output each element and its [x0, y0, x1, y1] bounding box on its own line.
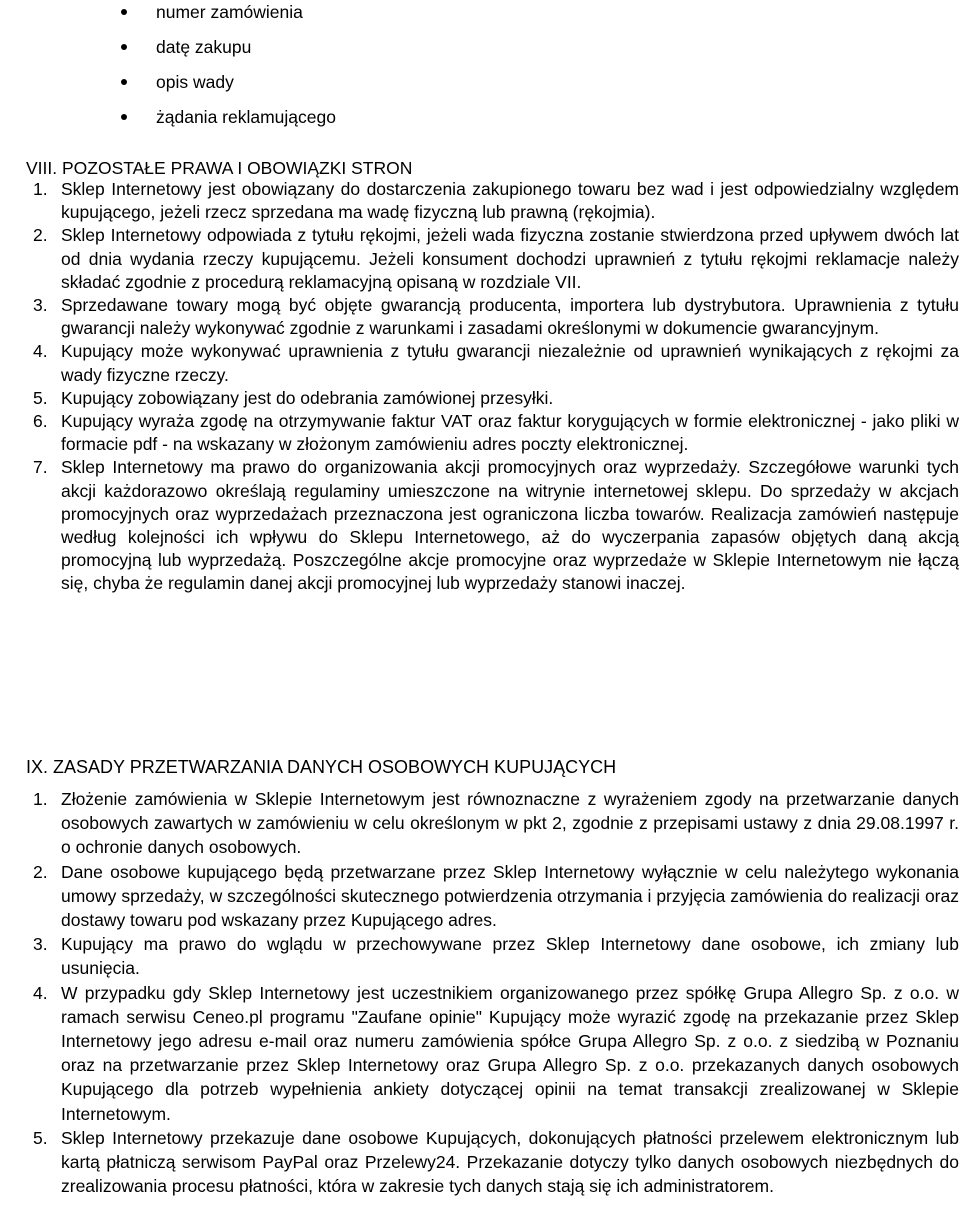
bullet-dot-icon — [121, 114, 127, 120]
item-number: 7. — [33, 457, 48, 478]
section-9-item — [24, 787, 959, 860]
item-number: 3. — [33, 934, 48, 955]
item-text: Kupujący może wykonywać uprawnienia z tytułu gwarancji niezależnie od uprawnień wynikających z rękojmi za wady fizyczne rzeczy. — [61, 341, 959, 385]
item-number: 6. — [33, 411, 48, 432]
item-text: Kupujący ma prawo do wglądu w przechowywane przez Sklep Internetowy dane osobowe, ich zmiany lub usunięcia. — [61, 934, 959, 979]
section-9-item — [24, 860, 959, 933]
bullet-item — [118, 70, 336, 105]
item-text: Sklep Internetowy ma prawo do organizowania akcji promocyjnych oraz wyprzedaży. Szczegółowe warunki tych akcji każdorazowo określają regulaminy umieszczone na witrynie internetowej sklepu. Do sprzedaży w akcjach promocyjnych oraz wyprzedażach przeznaczona jest ograniczona liczba towarów. Realizacja zamówień następuje według kolejności ich wpływu do Sklepu Internetowego, aż do wyczerpania zapasów objętych daną akcją promocyjną lub wyprzedażą. Poszczególne akcje promocyjne oraz wyprzedaże w Sklepie Internetowym nie łączą się, chyba że regulamin danej akcji promocyjnej lub wyprzedaży stanowi inaczej. — [61, 457, 959, 594]
bullet-item — [118, 0, 336, 35]
section-8-item — [24, 294, 959, 340]
item-text: Złożenie zamówienia w Sklepie Internetowym jest równoznaczne z wyrażeniem zgody na przetwarzanie danych osobowych zawartych w zamówieniu w celu określonym w pkt 2, zgodnie z przepisami ustawy z dnia 29.08.1997 r. o ochronie danych osobowych. — [61, 789, 959, 858]
section-8-item — [24, 178, 959, 224]
bullet-dot-icon — [121, 9, 127, 15]
item-text: Sprzedawane towary mogą być objęte gwarancją producenta, importera lub dystrybutora. Uprawnienia z tytułu gwarancji należy wykonywać zgodnie z warunkami i zasadami określonymi w dokumencie gwarancyjnym. — [61, 295, 959, 339]
item-text: Kupujący wyraża zgodę na otrzymywanie faktur VAT oraz faktur korygujących w formie elektronicznej - jako pliki w formacie pdf - na wskazany w złożonym zamówieniu adres poczty elektronicznej. — [61, 411, 959, 455]
bullet-text: żądania reklamującego — [156, 107, 336, 127]
item-number: 1. — [33, 789, 48, 809]
section-8-item — [24, 410, 959, 456]
section-8-heading: VIII. POZOSTAŁE PRAWA I OBOWIĄZKI STRON — [26, 158, 413, 178]
bullet-dot-icon — [121, 44, 127, 50]
item-number: 1. — [33, 179, 48, 199]
bullet-text: datę zakupu — [156, 37, 252, 57]
item-number: 2. — [33, 225, 48, 246]
item-text: Sklep Internetowy odpowiada z tytułu rękojmi, jeżeli wada fizyczna zostanie stwierdzona przed upływem dwóch lat od dnia wydania rzeczy kupującemu. Jeżeli konsument dochodzi uprawnień z tytułu rękojmi reklamacje należy składać zgodnie z procedurą reklamacyjną opisaną w rozdziale VII. — [61, 225, 959, 292]
section-8-item — [24, 224, 959, 294]
item-number: 4. — [33, 341, 48, 362]
bullet-item — [118, 35, 336, 70]
section-9-heading: IX. ZASADY PRZETWARZANIA DANYCH OSOBOWYCH KUPUJĄCYCH — [26, 757, 617, 777]
section-8-item — [24, 340, 959, 386]
bullet-dot-icon — [121, 79, 127, 85]
item-text: Sklep Internetowy jest obowiązany do dostarczenia zakupionego towaru bez wad i jest odpowiedzialny względem kupującego, jeżeli rzecz sprzedana ma wadę fizyczną lub prawną (rękojmia). — [61, 179, 959, 223]
item-number: 4. — [33, 982, 48, 1003]
section-8-item — [24, 456, 959, 595]
section-9-list — [24, 787, 959, 1198]
item-number: 5. — [33, 1127, 48, 1148]
bullet-text: numer zamówienia — [156, 2, 303, 22]
section-9-item — [24, 1126, 959, 1199]
section-8-item — [24, 387, 959, 410]
item-text: Dane osobowe kupującego będą przetwarzane przez Sklep Internetowy wyłącznie w celu należytego wykonania umowy sprzedaży, w szczególności skutecznego potwierdzenia otrzymania i przyjęcia zamówienia do realizacji oraz dostawy towaru pod wskazany przez Kupującego adres. — [61, 861, 959, 931]
bullet-item — [118, 105, 336, 140]
item-number: 5. — [33, 387, 48, 408]
section-9-item — [24, 932, 959, 980]
item-text: W przypadku gdy Sklep Internetowy jest uczestnikiem organizowanego przez spółkę Grupa Allegro Sp. z o.o. w ramach serwisu Ceneo.pl programu "Zaufane opinie" Kupujący może wyrazić zgodę na przekazanie przez Sklep Internetowy jego adresu e-mail oraz numeru zamówienia spółce Grupa Allegro Sp. z o.o. z siedzibą w Poznaniu oraz na przetwarzanie przez Sklep Internetowy oraz Grupa Allegro Sp. z o.o. przekazanych danych osobowych Kupującego dla potrzeb wypełnienia ankiety dotyczącej opinii na temat transakcji zrealizowanej w Sklepie Internetowym. — [61, 982, 959, 1124]
item-text: Sklep Internetowy przekazuje dane osobowe Kupujących, dokonujących płatności przelewem elektronicznym lub kartą płatniczą serwisom PayPal oraz Przelewy24. Przekazanie dotyczy tylko danych osobowych niezbędnych do zrealizowania procesu płatności, która w zakresie tych danych stają się ich administratorem. — [61, 1127, 959, 1197]
item-number: 2. — [33, 861, 48, 882]
section-9-item — [24, 981, 959, 1126]
bullet-list — [118, 0, 336, 140]
item-number: 3. — [33, 295, 48, 316]
section-8-list — [24, 178, 959, 596]
bullet-text: opis wady — [156, 72, 234, 92]
item-text: Kupujący zobowiązany jest do odebrania zamówionej przesyłki. — [61, 387, 554, 408]
